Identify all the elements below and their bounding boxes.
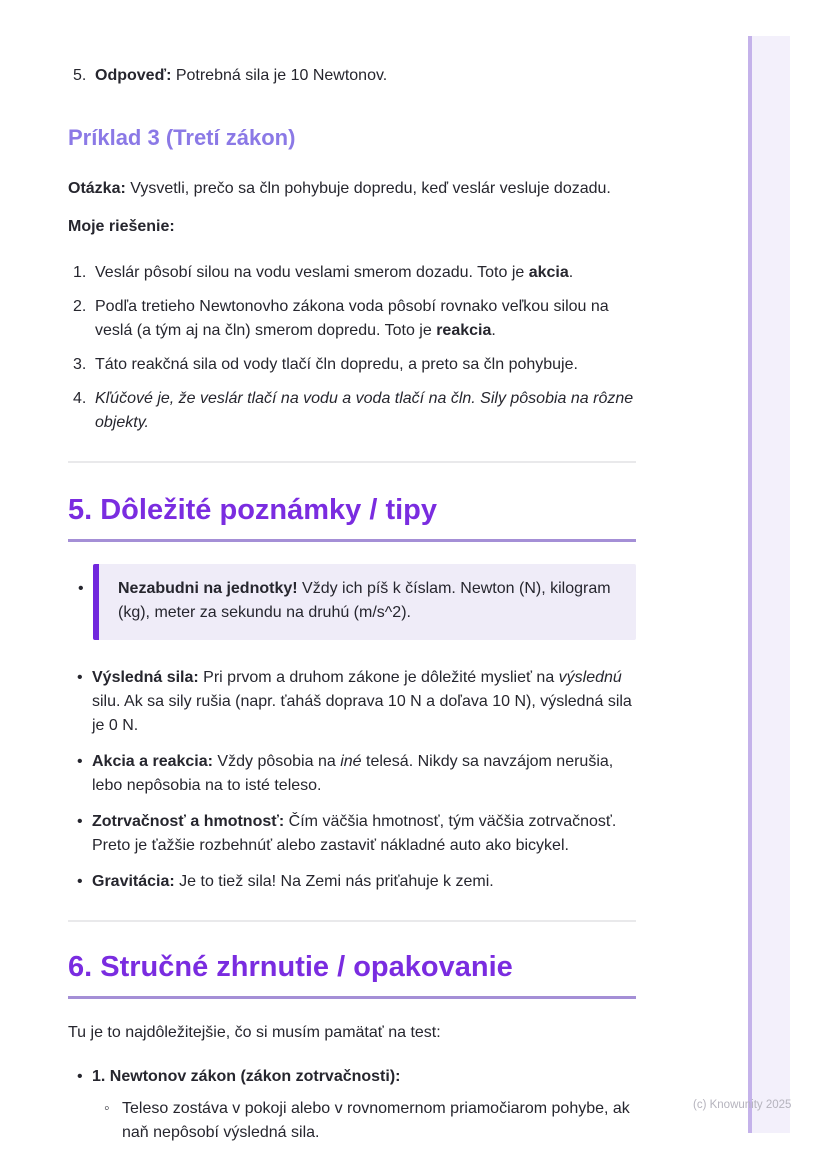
summary-item [68,1065,636,1145]
bullet-icon: • [77,1068,83,1085]
callout-note [93,564,636,640]
step-period: . [491,322,496,339]
tip-item [68,810,636,858]
tip-text [92,870,636,894]
bullet-icon: • [77,669,83,686]
tip-label: Zotrvačnosť a hmotnosť: [92,813,285,830]
law1-title: 1. Newtonov zákon (zákon zotrvačnosti): [92,1068,401,1085]
solution-steps [68,261,636,435]
tip-text [92,666,636,738]
tip-label: Akcia a reakcia: [92,753,213,770]
tip-item [68,666,636,738]
callout-row [68,564,636,640]
solution-label: Moje riešenie: [68,218,175,235]
question-text: Vysvetli, prečo sa čln pohybuje dopredu, keď veslár vesluje dozadu. [125,180,611,197]
answer-label: Odpoveď: [95,67,172,84]
tip-label: Gravitácia: [92,873,175,890]
tip-text [92,810,636,858]
list-marker: 5. [73,67,87,84]
law1-description: Teleso zostáva v pokoji alebo v rovnomernom priamočiarom pohybe, ak naň nepôsobí výsledná sila. [122,1100,630,1141]
section-divider [68,920,636,922]
section-divider [68,461,636,463]
step-body: Veslár pôsobí silou na vodu veslami smerom dozadu. Toto je [95,264,529,281]
summary-subitem [92,1097,636,1145]
callout-text: Vždy ich píš k číslam. Newton (N), kilogram (kg), meter za sekundu na druhú (m/s^2). [118,580,611,621]
question-label: Otázka: [68,180,126,197]
tip-body: Vždy pôsobia na [212,753,341,770]
step-keyword: akcia [528,264,569,281]
tip-item [68,870,636,894]
list-marker: 3. [73,356,87,373]
solution-step [68,353,636,377]
section5-heading: 5. Dôležité poznámky / tipy [68,493,636,542]
list-marker: 4. [73,390,87,407]
bullet-icon: • [78,580,84,597]
tip-body-post: telesá. Nikdy sa navzájom nerušia, lebo nepôsobia na to isté teleso. [92,753,614,794]
summary-text [92,1065,636,1145]
tip-body-post: silu. Ak sa sily rušia (napr. ťaháš doprava 10 N a doľava 10 N), výsledná sila je 0 N. [92,693,632,734]
list-marker: 1. [73,264,87,281]
answer-text [95,64,636,88]
answer-list-item [68,64,636,88]
solution-step [68,261,636,285]
step-italic-note: Kľúčové je, že veslár tlačí na vodu a voda tlačí na čln. Sily pôsobia na rôzne objekty. [95,390,634,431]
tip-body: Pri prvom a druhom zákone je dôležité myslieť na [198,669,559,686]
section6-heading: 6. Stručné zhrnutie / opakovanie [68,950,636,999]
step-body: Podľa tretieho Newtonovho zákona voda pôsobí rovnako veľkou silou na veslá (a tým aj na čln) smerom dopredu. Toto je [95,298,609,339]
tip-body: Je to tiež sila! Na Zemi nás priťahuje k zemi. [174,873,494,890]
document-content [68,64,636,1145]
tip-item [68,750,636,798]
tip-italic: výslednú [558,669,622,686]
question-paragraph [68,177,636,201]
page-edge-strip [748,36,790,1133]
solution-step [68,387,636,435]
tip-italic: iné [340,753,362,770]
summary-intro: Tu je to najdôležitejšie, čo si musím pamätať na test: [68,1024,441,1041]
step-keyword: reakcia [436,322,492,339]
step-text [95,387,636,435]
tip-label: Výsledná sila: [92,669,199,686]
step-text [95,295,636,343]
answer-body: Potrebná sila je 10 Newtonov. [171,67,388,84]
bullet-icon: • [77,813,83,830]
tips-list [68,666,636,894]
step-text [95,261,636,285]
step-text: Táto reakčná sila od vody tlačí čln dopredu, a preto sa čln pohybuje. [95,356,578,373]
bullet-icon: • [77,873,83,890]
step-period: . [568,264,574,281]
bullet-icon: • [77,753,83,770]
example3-heading: Príklad 3 (Tretí zákon) [68,125,296,150]
tip-text [92,750,636,798]
solution-step [68,295,636,343]
copyright-watermark: (c) Knowunity 2025 [693,1099,792,1111]
circle-bullet-icon: ◦ [104,1100,110,1117]
callout-label: Nezabudni na jednotky! [118,580,298,597]
list-marker: 2. [73,298,87,315]
tip-body: Čím väčšia hmotnosť, tým väčšia zotrvačnosť. Preto je ťažšie rozbehnúť alebo zastaviť nákladné auto ako bicykel. [92,813,617,854]
